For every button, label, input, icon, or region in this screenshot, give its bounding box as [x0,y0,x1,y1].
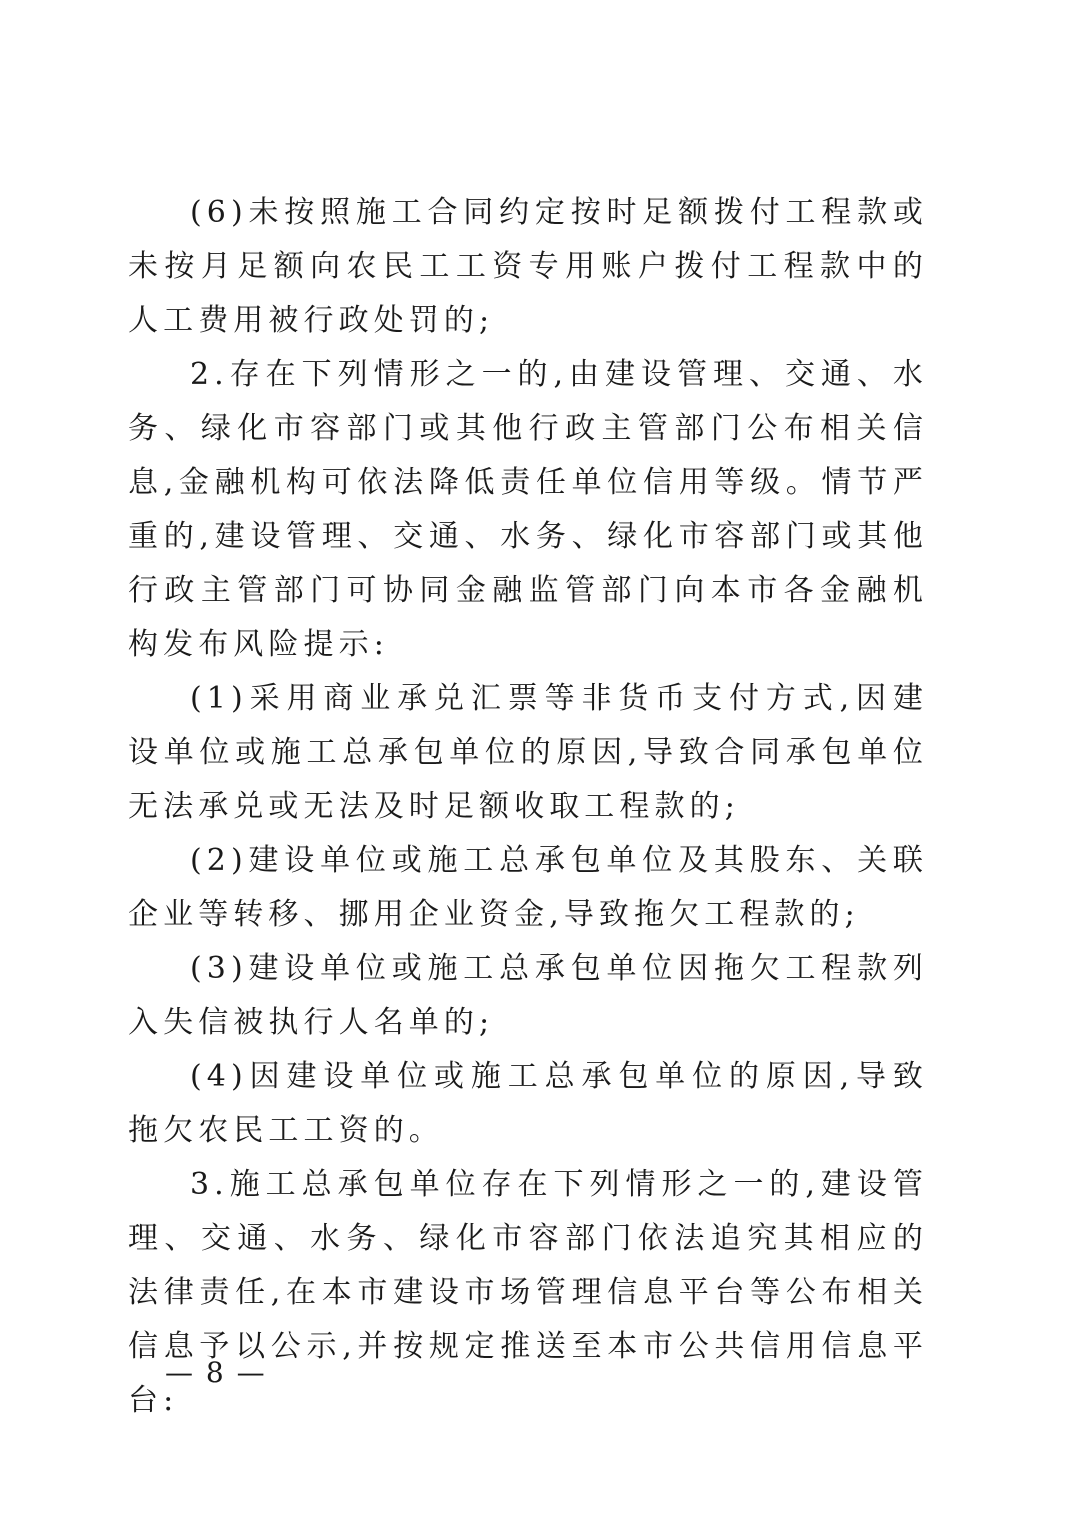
paragraph-item-6: (6)未按照施工合同约定按时足额拨付工程款或未按月足额向农民工工资专用账户拨付工程款中的人工费用被行政处罚的; [128,195,928,338]
paragraph-item-4: (4)因建设单位或施工总承包单位的原因,导致拖欠农民工工资的。 [128,1059,928,1148]
page-number: — 8 — [165,1356,267,1389]
paragraph-item-1: (1)采用商业承兑汇票等非货币支付方式,因建设单位或施工总承包单位的原因,导致合同承包单位无法承兑或无法及时足额收取工程款的; [128,681,928,824]
document-body [128,186,928,1428]
paragraph-section-3: 3.施工总承包单位存在下列情形之一的,建设管理、交通、水务、绿化市容部门依法追究其相应的法律责任,在本市建设市场管理信息平台等公布相关信息予以公示,并按规定推送至本市公共信用信息平台: [128,1167,928,1418]
paragraph-section-2: 2.存在下列情形之一的,由建设管理、交通、水务、绿化市容部门或其他行政主管部门公布相关信息,金融机构可依法降低责任单位信用等级。情节严重的,建设管理、交通、水务、绿化市容部门或其他行政主管部门可协同金融监管部门向本市各金融机构发布风险提示: [128,357,928,662]
paragraph-item-2: (2)建设单位或施工总承包单位及其股东、关联企业等转移、挪用企业资金,导致拖欠工程款的; [128,843,928,932]
paragraph-item-3: (3)建设单位或施工总承包单位因拖欠工程款列入失信被执行人名单的; [128,951,928,1040]
